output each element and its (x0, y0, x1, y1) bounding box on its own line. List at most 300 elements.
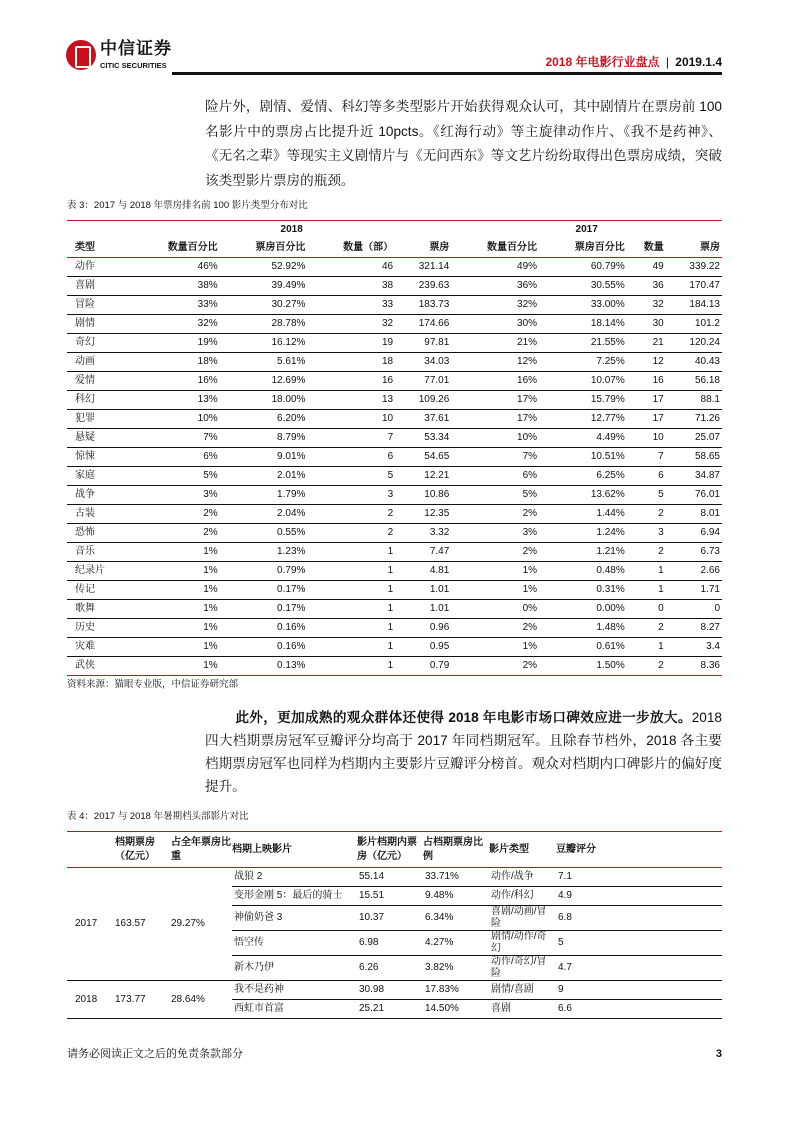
column-header: 影片档期内票房（亿元） (357, 832, 423, 868)
report-date: 2019.1.4 (675, 55, 722, 69)
table-row (67, 562, 722, 581)
year-header-2017: 2017 (575, 223, 598, 235)
table-cell: 0% (451, 600, 539, 619)
table-cell: 6.94 (666, 524, 722, 543)
table-cell: 7% (132, 429, 220, 448)
column-header: 票房百分比 (220, 239, 308, 258)
table-cell: 西虹市首富 (232, 1000, 357, 1019)
table-cell: 3 (307, 486, 395, 505)
table-cell: 88.1 (666, 391, 722, 410)
table-cell: 6.20% (220, 410, 308, 429)
table-cell: 10% (451, 429, 539, 448)
table-cell: 38% (132, 277, 220, 296)
table-cell: 339.22 (666, 258, 722, 277)
paragraph-2-lead: 此外，更加成熟的观众群体还使得 2018 年电影市场口碑效应进一步放大。 (235, 710, 692, 725)
table-cell: 2% (451, 505, 539, 524)
table-cell: 1.24% (539, 524, 627, 543)
table-cell: 12.35 (395, 505, 451, 524)
table-cell: 0.79 (395, 657, 451, 676)
table-cell: 170.47 (666, 277, 722, 296)
table-cell: 1 (627, 638, 666, 657)
column-header: 类型 (67, 239, 132, 258)
table-cell: 9.01% (220, 448, 308, 467)
table-row (67, 315, 722, 334)
table-cell: 4.7 (556, 956, 722, 981)
table-cell: 18.14% (539, 315, 627, 334)
page-number: 3 (715, 1048, 722, 1060)
table-cell: 2 (307, 505, 395, 524)
table4-caption: 表 4：2017 与 2018 年暑期档头部影片对比 (67, 811, 249, 822)
table-cell: 古装 (67, 505, 132, 524)
table-cell: 18 (307, 353, 395, 372)
table-cell: 2 (307, 524, 395, 543)
table-cell: 2 (627, 505, 666, 524)
table-row (67, 296, 722, 315)
year-header-2018: 2018 (280, 223, 303, 235)
table-cell: 新木乃伊 (232, 956, 357, 981)
table-cell: 战狼 2 (232, 868, 357, 887)
table-row (67, 657, 722, 676)
table-cell: 10 (627, 429, 666, 448)
table-cell: 6% (451, 467, 539, 486)
table-cell: 56.18 (666, 372, 722, 391)
table-cell: 76.01 (666, 486, 722, 505)
table-cell: 1 (627, 581, 666, 600)
table-cell: 0.17% (220, 600, 308, 619)
table-cell: 40.43 (666, 353, 722, 372)
table-cell: 18% (132, 353, 220, 372)
column-header: 档期上映影片 (232, 832, 357, 868)
table-cell: 0.16% (220, 619, 308, 638)
table-cell: 53.34 (395, 429, 451, 448)
table-cell: 6 (627, 467, 666, 486)
table-cell: 30 (627, 315, 666, 334)
table-cell: 悟空传 (232, 931, 357, 956)
column-header: 数量百分比 (451, 239, 539, 258)
table-cell: 36% (451, 277, 539, 296)
table-cell: 5% (132, 467, 220, 486)
table-cell: 3.4 (666, 638, 722, 657)
table-cell: 2% (132, 524, 220, 543)
table-cell: 音乐 (67, 543, 132, 562)
table-cell: 1 (307, 543, 395, 562)
table-cell: 54.65 (395, 448, 451, 467)
table-cell: 184.13 (666, 296, 722, 315)
table-cell: 30.55% (539, 277, 627, 296)
table-cell: 97.81 (395, 334, 451, 353)
table-cell: 1.50% (539, 657, 627, 676)
header-rule (172, 72, 722, 75)
table-cell: 1 (307, 562, 395, 581)
table-cell: 动画 (67, 353, 132, 372)
table-cell: 2% (451, 543, 539, 562)
table-cell: 109.26 (395, 391, 451, 410)
disclaimer-footer: 请务必阅读正文之后的免责条款部分 (67, 1048, 243, 1060)
table-cell: 动作/奇幻/冒险 (489, 956, 556, 981)
table-cell: 19% (132, 334, 220, 353)
table-cell: 10.86 (395, 486, 451, 505)
column-header: 占全年票房比重 (169, 832, 232, 868)
table-row (67, 372, 722, 391)
table-cell: 2% (132, 505, 220, 524)
table-cell: 4.27% (423, 931, 489, 956)
table-cell: 21.55% (539, 334, 627, 353)
table-cell: 0.48% (539, 562, 627, 581)
table-cell: 0.31% (539, 581, 627, 600)
column-header: 票房 (395, 239, 451, 258)
table-cell: 49 (627, 258, 666, 277)
table-cell: 0.61% (539, 638, 627, 657)
table-cell: 冒险 (67, 296, 132, 315)
table-cell: 战争 (67, 486, 132, 505)
table-cell: 3% (132, 486, 220, 505)
table-cell: 0.96 (395, 619, 451, 638)
table-row (67, 524, 722, 543)
table-cell: 321.14 (395, 258, 451, 277)
table-cell: 传记 (67, 581, 132, 600)
table-cell: 3.32 (395, 524, 451, 543)
table-cell: 武侠 (67, 657, 132, 676)
table-cell: 1.23% (220, 543, 308, 562)
table-cell: 悬疑 (67, 429, 132, 448)
table-cell: 34.87 (666, 467, 722, 486)
table-cell: 爱情 (67, 372, 132, 391)
table-row (67, 600, 722, 619)
report-title: 2018 年电影行业盘点 (545, 55, 660, 69)
table-cell: 4.81 (395, 562, 451, 581)
column-header: 影片类型 (489, 832, 556, 868)
table-cell: 0 (627, 600, 666, 619)
table-cell: 32 (307, 315, 395, 334)
table-cell: 6.34% (423, 906, 489, 931)
table-row (67, 448, 722, 467)
table-cell: 8.79% (220, 429, 308, 448)
table-row (67, 981, 722, 1000)
table-cell: 1.44% (539, 505, 627, 524)
table-cell: 19 (307, 334, 395, 353)
table-cell: 1% (451, 562, 539, 581)
table-cell: 4.9 (556, 887, 722, 906)
table-cell: 30.98 (357, 981, 423, 1000)
table-cell: 174.66 (395, 315, 451, 334)
group-share: 28.64% (169, 981, 232, 1019)
table-cell: 1% (132, 581, 220, 600)
table-cell: 5 (627, 486, 666, 505)
table-cell: 8.27 (666, 619, 722, 638)
group-share: 29.27% (169, 868, 232, 981)
table-cell: 剧情 (67, 315, 132, 334)
table-cell: 5 (556, 931, 722, 956)
table-cell: 0.55% (220, 524, 308, 543)
table-cell: 3% (451, 524, 539, 543)
table-cell: 1% (132, 619, 220, 638)
table-cell: 7.25% (539, 353, 627, 372)
table-row (67, 391, 722, 410)
table-cell: 38 (307, 277, 395, 296)
table-cell: 21% (451, 334, 539, 353)
table-cell: 1.79% (220, 486, 308, 505)
table-cell: 120.24 (666, 334, 722, 353)
table-cell: 12% (451, 353, 539, 372)
table-cell: 12.69% (220, 372, 308, 391)
table-cell: 14.50% (423, 1000, 489, 1019)
table-cell: 3 (627, 524, 666, 543)
table-cell: 39.49% (220, 277, 308, 296)
table-cell: 55.14 (357, 868, 423, 887)
table-cell: 2% (451, 619, 539, 638)
table-cell: 17 (627, 410, 666, 429)
table-cell: 动作 (67, 258, 132, 277)
table-cell: 6.26 (357, 956, 423, 981)
table-cell: 17% (451, 410, 539, 429)
main-content (67, 199, 722, 1019)
table-cell: 0.79% (220, 562, 308, 581)
citic-logo-icon (66, 40, 96, 70)
table-row (67, 467, 722, 486)
table-row (67, 429, 722, 448)
column-header (67, 832, 107, 868)
table-cell: 6.6 (556, 1000, 722, 1019)
paragraph-2-body: 2018 四大档期票房冠军豆瓣评分均高于 2017 年同档期冠军。且除春节档外，2018 各主要档期票房冠军也同样为档期内主要影片豆瓣评分榜首。观众对档期内口碑影片的偏好度提升。 (205, 710, 722, 794)
table-cell: 52.92% (220, 258, 308, 277)
table-cell: 3.82% (423, 956, 489, 981)
table-row (67, 486, 722, 505)
table-cell: 33.71% (423, 868, 489, 887)
table-cell: 33 (307, 296, 395, 315)
table-cell: 奇幻 (67, 334, 132, 353)
table-cell: 10.07% (539, 372, 627, 391)
table-cell: 6% (132, 448, 220, 467)
table-cell: 17 (627, 391, 666, 410)
table-cell: 1% (132, 543, 220, 562)
table-cell: 16 (307, 372, 395, 391)
table-cell: 7 (307, 429, 395, 448)
table-row (67, 868, 722, 887)
table-cell: 77.01 (395, 372, 451, 391)
table-cell: 9 (556, 981, 722, 1000)
table-cell: 0.17% (220, 581, 308, 600)
table-cell: 12 (627, 353, 666, 372)
table-cell: 18.00% (220, 391, 308, 410)
table-cell: 剧情/动作/奇幻 (489, 931, 556, 956)
table-cell: 10 (307, 410, 395, 429)
table-cell: 0.00% (539, 600, 627, 619)
table-cell: 16.12% (220, 334, 308, 353)
table-row (67, 638, 722, 657)
table-cell: 1 (627, 562, 666, 581)
table-cell: 1% (132, 600, 220, 619)
table-cell: 8.36 (666, 657, 722, 676)
table-cell: 10% (132, 410, 220, 429)
table-cell: 6.8 (556, 906, 722, 931)
table-cell: 1 (307, 581, 395, 600)
table-cell: 25.21 (357, 1000, 423, 1019)
table-row (67, 619, 722, 638)
table-cell: 7.47 (395, 543, 451, 562)
table-cell: 喜剧 (67, 277, 132, 296)
table-cell: 0.13% (220, 657, 308, 676)
table-cell: 60.79% (539, 258, 627, 277)
table-cell: 101.2 (666, 315, 722, 334)
table-cell: 喜剧/动画/冒险 (489, 906, 556, 931)
table-cell: 12.77% (539, 410, 627, 429)
table-cell: 动作/战争 (489, 868, 556, 887)
table-cell: 1.21% (539, 543, 627, 562)
table-cell: 16% (132, 372, 220, 391)
table-cell: 1% (132, 562, 220, 581)
table-cell: 17.83% (423, 981, 489, 1000)
table-cell: 2.01% (220, 467, 308, 486)
group-year: 2017 (67, 868, 107, 981)
table-cell: 10.37 (357, 906, 423, 931)
table-cell: 1 (307, 600, 395, 619)
table-cell: 13% (132, 391, 220, 410)
table-cell: 1.71 (666, 581, 722, 600)
table-cell: 科幻 (67, 391, 132, 410)
table-cell: 30.27% (220, 296, 308, 315)
table-cell: 15.79% (539, 391, 627, 410)
table-cell: 0.16% (220, 638, 308, 657)
table-row (67, 353, 722, 372)
table-cell: 歌舞 (67, 600, 132, 619)
table3-source: 资料来源：猫眼专业版，中信证券研究部 (67, 679, 239, 690)
paragraph-1: 险片外，剧情、爱情、科幻等多类型影片开始获得观众认可，其中剧情片在票房前 100 名影片中的票房占比提升近 10pcts。《红海行动》等主旋律动作片、《我不是药神》、《无名之辈》等现实主义剧情片与《无问西东》等文艺片纷纷取得出色票房成绩，突破该类型影片票房的瓶颈。 (205, 99, 722, 188)
table-cell: 1.01 (395, 600, 451, 619)
table-cell: 33% (132, 296, 220, 315)
table-cell: 25.07 (666, 429, 722, 448)
group-year: 2018 (67, 981, 107, 1019)
table-cell: 37.61 (395, 410, 451, 429)
table-row (67, 277, 722, 296)
table-cell: 30% (451, 315, 539, 334)
table-cell: 神偷奶爸 3 (232, 906, 357, 931)
table-cell: 7 (627, 448, 666, 467)
table-cell: 13.62% (539, 486, 627, 505)
table-cell: 9.48% (423, 887, 489, 906)
table-row (67, 505, 722, 524)
table-cell: 239.63 (395, 277, 451, 296)
table-cell: 32% (451, 296, 539, 315)
table-cell: 1 (307, 619, 395, 638)
table-cell: 8.01 (666, 505, 722, 524)
table-cell: 1% (451, 581, 539, 600)
table-cell: 6.25% (539, 467, 627, 486)
table-cell: 21 (627, 334, 666, 353)
table-cell: 7.1 (556, 868, 722, 887)
column-header: 数量百分比 (132, 239, 220, 258)
table-cell: 46% (132, 258, 220, 277)
table-cell: 15.51 (357, 887, 423, 906)
table-cell: 历史 (67, 619, 132, 638)
table-cell: 2.66 (666, 562, 722, 581)
summer-films-table (67, 831, 722, 1019)
column-header: 档期票房（亿元） (107, 832, 169, 868)
table-cell: 2% (451, 657, 539, 676)
table-cell: 2 (627, 657, 666, 676)
paragraph-2 (205, 706, 722, 798)
table-cell: 1% (132, 657, 220, 676)
table-cell: 剧情/喜剧 (489, 981, 556, 1000)
genre-distribution-table (67, 220, 722, 676)
group-box: 173.77 (107, 981, 169, 1019)
table-cell: 4.49% (539, 429, 627, 448)
table-row (67, 410, 722, 429)
table-cell: 34.03 (395, 353, 451, 372)
table-cell: 5.61% (220, 353, 308, 372)
table-cell: 7% (451, 448, 539, 467)
table-cell: 183.73 (395, 296, 451, 315)
brand-name-en: CITIC SECURITIES (100, 61, 167, 70)
table-cell: 我不是药神 (232, 981, 357, 1000)
table-cell: 1% (132, 638, 220, 657)
table-cell: 10.51% (539, 448, 627, 467)
table-cell: 33.00% (539, 296, 627, 315)
table-cell: 2.04% (220, 505, 308, 524)
table-row (67, 258, 722, 277)
table-cell: 0.95 (395, 638, 451, 657)
table-cell: 恐怖 (67, 524, 132, 543)
table-cell: 28.78% (220, 315, 308, 334)
table-cell: 惊悚 (67, 448, 132, 467)
table-cell: 动作/科幻 (489, 887, 556, 906)
table-cell: 49% (451, 258, 539, 277)
column-header: 占档期票房比例 (423, 832, 489, 868)
brand-name-cn: 中信证券 (100, 39, 172, 58)
table-cell: 1.48% (539, 619, 627, 638)
table-cell: 变形金刚 5：最后的骑士 (232, 887, 357, 906)
table-cell: 家庭 (67, 467, 132, 486)
table-cell: 16 (627, 372, 666, 391)
table-cell: 6.73 (666, 543, 722, 562)
table-cell: 1.01 (395, 581, 451, 600)
table-cell: 16% (451, 372, 539, 391)
table-cell: 喜剧 (489, 1000, 556, 1019)
column-header: 数量 (627, 239, 666, 258)
table-cell: 5 (307, 467, 395, 486)
table-cell: 1 (307, 657, 395, 676)
table-cell: 6.98 (357, 931, 423, 956)
table-row (67, 543, 722, 562)
column-header: 票房 (666, 239, 722, 258)
table-cell: 1 (307, 638, 395, 657)
column-header: 数量（部） (307, 239, 395, 258)
table-row (67, 581, 722, 600)
column-header: 豆瓣评分 (556, 832, 722, 868)
table-cell: 17% (451, 391, 539, 410)
report-header (545, 55, 722, 70)
table-cell: 灾难 (67, 638, 132, 657)
table-cell: 2 (627, 619, 666, 638)
table-cell: 71.26 (666, 410, 722, 429)
table-row (67, 334, 722, 353)
table-cell: 0 (666, 600, 722, 619)
header-separator: | (665, 55, 669, 69)
table-cell: 32 (627, 296, 666, 315)
table-cell: 32% (132, 315, 220, 334)
table-cell: 纪录片 (67, 562, 132, 581)
table-cell: 58.65 (666, 448, 722, 467)
table-cell: 12.21 (395, 467, 451, 486)
table-cell: 5% (451, 486, 539, 505)
table-cell: 46 (307, 258, 395, 277)
table-cell: 36 (627, 277, 666, 296)
table-cell: 13 (307, 391, 395, 410)
group-box: 163.57 (107, 868, 169, 981)
table-cell: 2 (627, 543, 666, 562)
table3-caption: 表 3：2017 与 2018 年票房排名前 100 影片类型分布对比 (67, 200, 308, 211)
column-header: 票房百分比 (539, 239, 627, 258)
table-cell: 6 (307, 448, 395, 467)
